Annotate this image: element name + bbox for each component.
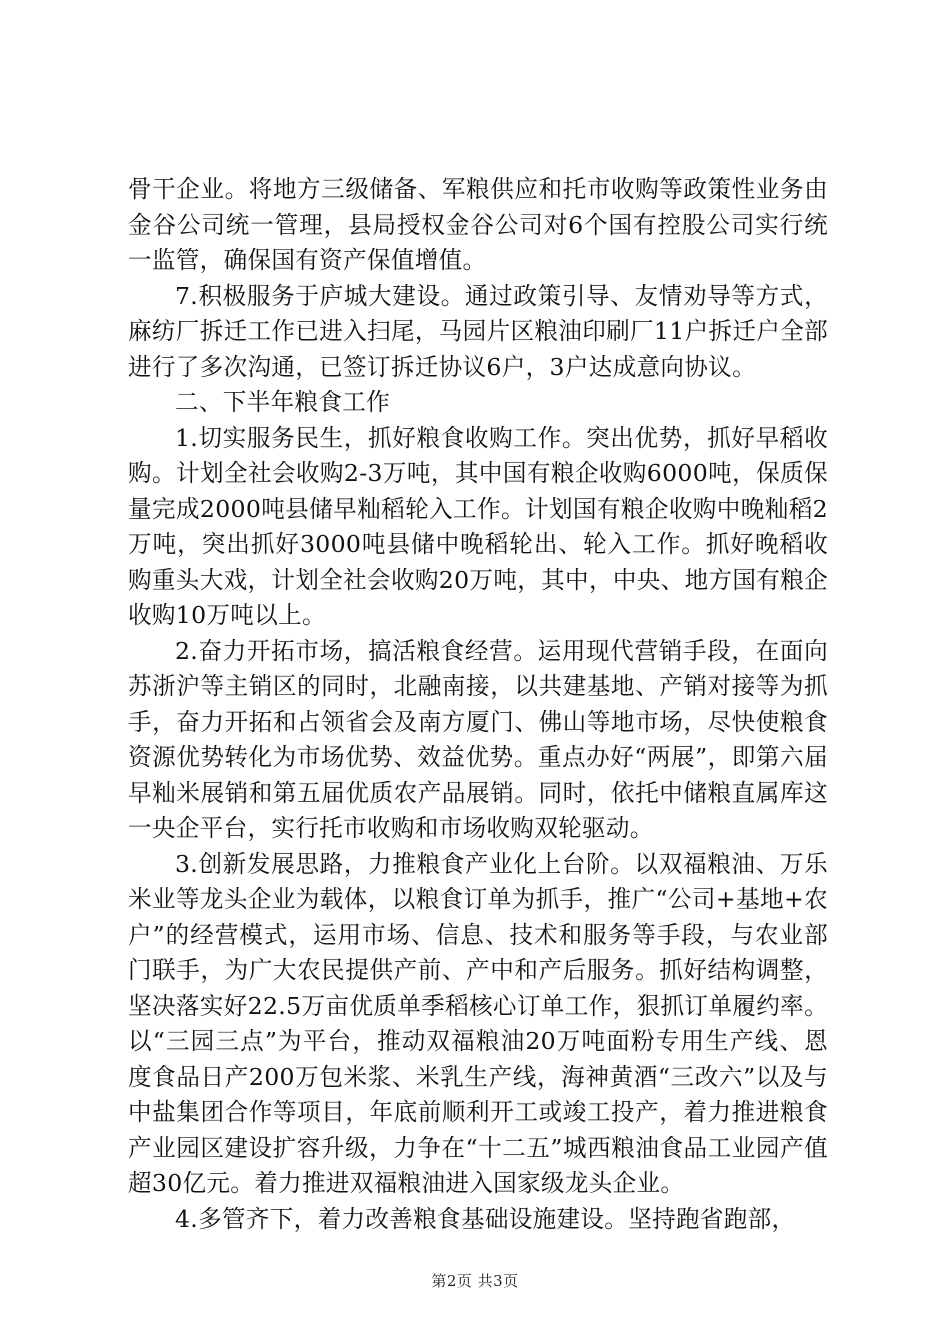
paragraph-continuation: 骨干企业。将地方三级储备、军粮供应和托市收购等政策性业务由金谷公司统一管理，县局授权金谷公司对6个国有控股公司实行统一监管，确保国有资产保值增值。 <box>128 175 828 274</box>
paragraph-item-2: 2.奋力开拓市场，搞活粮食经营。运用现代营销手段，在面向苏浙沪等主销区的同时，北融南接，以共建基地、产销对接等为抓手，奋力开拓和占领省会及南方厦门、佛山等地市场，尽快使粮食资源优势转化为市场优势、效益优势。重点办好“两展”，即第六届早籼米展销和第五届优质农产品展销。同时，依托中储粮直属库这一央企平台，实行托市收购和市场收购双轮驱动。 <box>128 636 828 842</box>
paragraph-item-1: 1.切实服务民生，抓好粮食收购工作。突出优势，抓好早稻收购。计划全社会收购2-3万吨，其中国有粮企收购6000吨，保质保量完成2000吨县储早籼稻轮入工作。计划国有粮企收购中晚籼稻2万吨，突出抓好3000吨县储中晚稻轮出、轮入工作。抓好晚稻收购重头大戏，计划全社会收购20万吨，其中，中央、地方国有粮企收购10万吨以上。 <box>128 423 828 629</box>
paragraph-item-3: 3.创新发展思路，力推粮食产业化上台阶。以双福粮油、万乐米业等龙头企业为载体，以粮食订单为抓手，推广“公司+基地+农户”的经营模式，运用市场、信息、技术和服务等手段，与农业部门联手，为广大农民提供产前、产中和产后服务。抓好结构调整，坚决落实好22.5万亩优质单季稻核心订单工作，狠抓订单履约率。以“三园三点”为平台，推动双福粮油20万吨面粉专用生产线、恩度食品日产200万包米浆、米乳生产线，海神黄酒“三改六”以及与中盐集团合作等项目，年底前顺利开工或竣工投产，着力推进粮食产业园区建设扩容升级，力争在“十二五”城西粮油食品工业园产值超30亿元。着力推进双福粮油进入国家级龙头企业。 <box>128 849 828 1197</box>
paragraph-item-7: 7.积极服务于庐城大建设。通过政策引导、友情劝导等方式，麻纺厂拆迁工作已进入扫尾，马园片区粮油印刷厂11户拆迁户全部进行了多次沟通，已签订拆迁协议6户，3户达成意向协议。 <box>128 281 828 381</box>
paragraph-item-4: 4.多管齐下，着力改善粮食基础设施建设。坚持跑省跑部， <box>175 1204 796 1233</box>
page-number-footer: 第2页 共3页 <box>431 1272 519 1290</box>
section-heading: 二、下半年粮食工作 <box>175 388 391 416</box>
document-body <box>128 172 828 1237</box>
